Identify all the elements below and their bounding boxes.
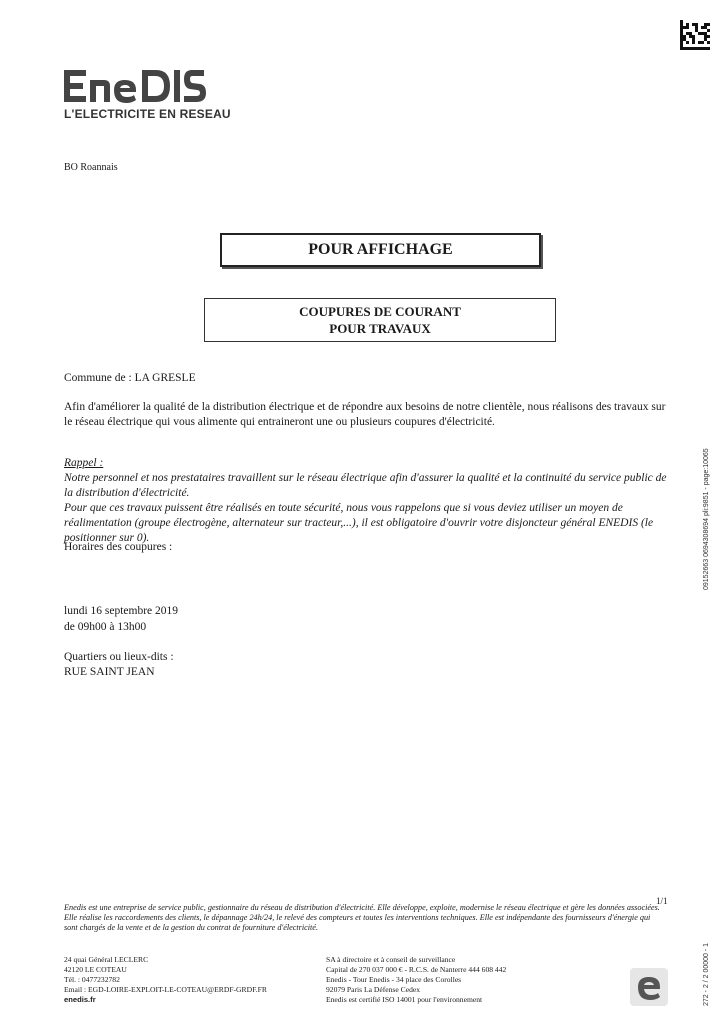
intro-paragraph: Afin d'améliorer la qualité de la distribution électrique et de répondre aux besoins de notre clientèle, nous réalisons des travaux sur le réseau électrique qui vous alimente qui entraineront une ou plusieurs coupures d'électricité.	[64, 401, 666, 428]
address-line: 24 quai Général LECLERC	[64, 955, 149, 964]
corporate-line: SA à directoire et à conseil de surveillance	[326, 955, 456, 964]
enedis-emblem-icon	[630, 968, 668, 1006]
outage-date: lundi 16 septembre 2019	[64, 605, 179, 617]
website-link[interactable]: enedis.fr	[64, 995, 96, 1004]
side-reference-code: 09152663 0694308694 pli:9851 - page:10065	[703, 448, 710, 590]
main-title: POUR AFFICHAGE	[308, 241, 453, 258]
rappel-section	[64, 456, 674, 546]
page-number: 1/1	[656, 896, 668, 906]
rappel-label: Rappel :	[64, 457, 104, 469]
enedis-logo	[64, 70, 224, 104]
address-line: Email : EGD-LOIRE-EXPLOIT-LE-COTEAU@ERDF-GRDF.FR	[64, 985, 267, 994]
corporate-line: Enedis - Tour Enedis - 34 place des Corolles	[326, 975, 462, 984]
quartiers-label: Quartiers ou lieux-dits :	[64, 651, 174, 663]
horaires-label: Horaires des coupures :	[64, 541, 173, 553]
quartier-value: RUE SAINT JEAN	[64, 666, 155, 678]
rappel-paragraph-2: Pour que ces travaux puissent être réalisés en toute sécurité, nous vous rappelons que si vous deviez utiliser un moyen de réalimentation (groupe électrogène, alternateur sur tracteur,...), il est obligatoire d'ouvrir votre disjoncteur général ENEDIS (le positionner sur 0).	[64, 502, 654, 544]
office-name: BO Roannais	[64, 162, 118, 173]
subtitle-box	[204, 298, 556, 342]
commune-line: Commune de : LA GRESLE	[64, 372, 196, 384]
corporate-line: 92079 Paris La Défense Cedex	[326, 985, 421, 994]
side-bottom-code: 272 - 2 / 2 00000 - 1	[703, 942, 710, 1006]
footer-corporate-info	[326, 955, 566, 1005]
footer-address	[64, 955, 304, 1005]
address-line: Tél. : 0477232782	[64, 975, 120, 984]
logo-tagline: L'ELECTRICITE EN RESEAU	[64, 107, 231, 121]
address-line: 42120 LE COTEAU	[64, 965, 127, 974]
corporate-line: Enedis est certifié ISO 14001 pour l'environnement	[326, 995, 483, 1004]
main-title-box	[220, 233, 541, 267]
rappel-paragraph-1: Notre personnel et nos prestataires travaillent sur le réseau électrique afin d'assurer la qualité et la continuité du service public de la distribution d'électricité.	[64, 472, 667, 499]
datamatrix-code-icon	[680, 20, 710, 50]
subtitle-line-2: POUR TRAVAUX	[329, 321, 431, 336]
outage-time: de 09h00 à 13h00	[64, 621, 147, 633]
subtitle-line-1: COUPURES DE COURANT	[299, 304, 461, 319]
corporate-line: Capital de 270 037 000 € - R.C.S. de Nanterre 444 608 442	[326, 965, 507, 974]
footer-legal-text: Enedis est une entreprise de service public, gestionnaire du réseau de distribution d'électricité. Elle développe, exploite, modernise le réseau électrique et gère les données associées. Elle réalise les raccordements des clients, le dépannage 24h/24, le relevé des compteurs et toutes les interventions techniques. Elle est indépendante des fournisseurs d'énergie qui sont chargés de la vente et de la gestion du contrat de fourniture d'électricité.	[64, 903, 660, 932]
